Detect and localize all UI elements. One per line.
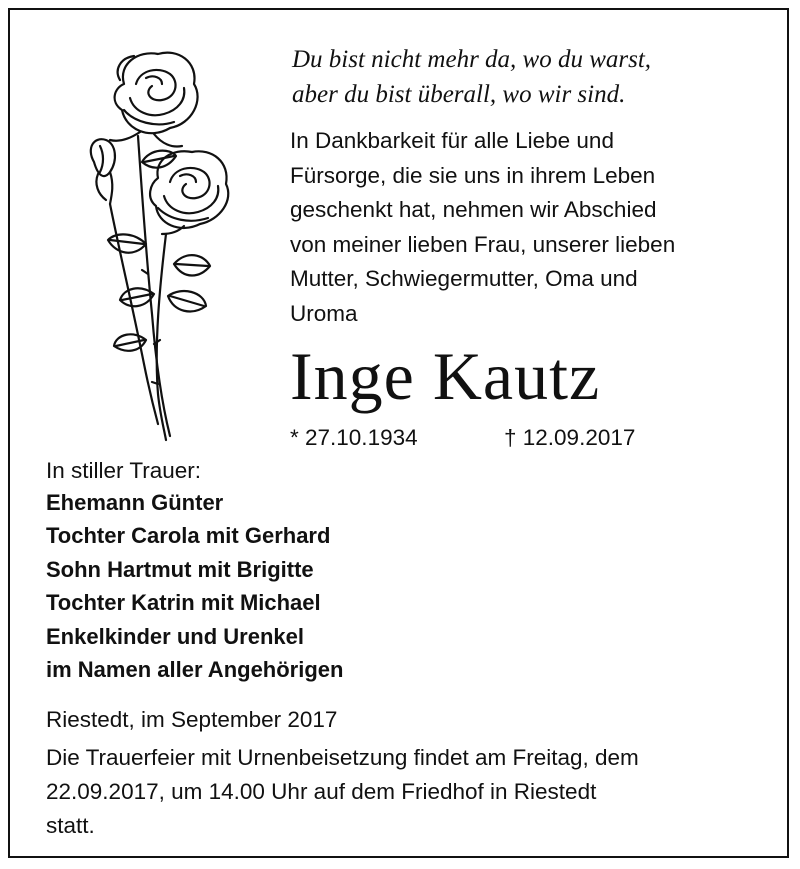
ceremony-info (46, 741, 786, 843)
mourner-name: im Namen aller Angehörigen (46, 657, 344, 683)
mourners-list (46, 486, 343, 686)
quote-line: aber du bist überall, wo wir sind. (292, 81, 626, 108)
birth-date: * 27.10.1934 (290, 425, 418, 450)
death-date: † 12.09.2017 (504, 425, 636, 450)
rose-bouquet-icon (54, 44, 254, 444)
farewell-text (290, 124, 760, 331)
farewell-line: Uroma (290, 300, 358, 326)
farewell-line: von meiner lieben Frau, unserer lieben (290, 231, 676, 257)
mourners-label: In stiller Trauer: (46, 458, 202, 483)
farewell-line: Mutter, Schwiegermutter, Oma und (290, 266, 638, 291)
mourner-name: Tochter Katrin mit Michael (46, 590, 321, 616)
place-and-date: Riestedt, im September 2017 (46, 707, 338, 732)
mourner-name: Enkelkinder und Urenkel (46, 623, 304, 649)
memorial-quote (292, 42, 772, 112)
farewell-line: In Dankbarkeit für alle Liebe und (290, 128, 614, 153)
life-dates (290, 422, 760, 454)
ceremony-line: Die Trauerfeier mit Urnenbeisetzung findet am Freitag, dem (46, 745, 639, 770)
farewell-line: geschenkt hat, nehmen wir Abschied (290, 197, 657, 222)
quote-line: Du bist nicht mehr da, wo du warst, (292, 46, 652, 73)
ceremony-line: 22.09.2017, um 14.00 Uhr auf dem Friedhof in Riestedt (46, 779, 597, 804)
mourner-name: Sohn Hartmut mit Brigitte (46, 556, 314, 582)
deceased-name: Inge Kautz (290, 338, 601, 414)
mourner-name: Ehemann Günter (46, 490, 224, 515)
farewell-line: Fürsorge, die sie uns in ihrem Leben (290, 162, 656, 188)
mourner-name: Tochter Carola mit Gerhard (46, 523, 331, 549)
obituary-notice (8, 8, 789, 858)
ceremony-line: statt. (46, 813, 95, 838)
